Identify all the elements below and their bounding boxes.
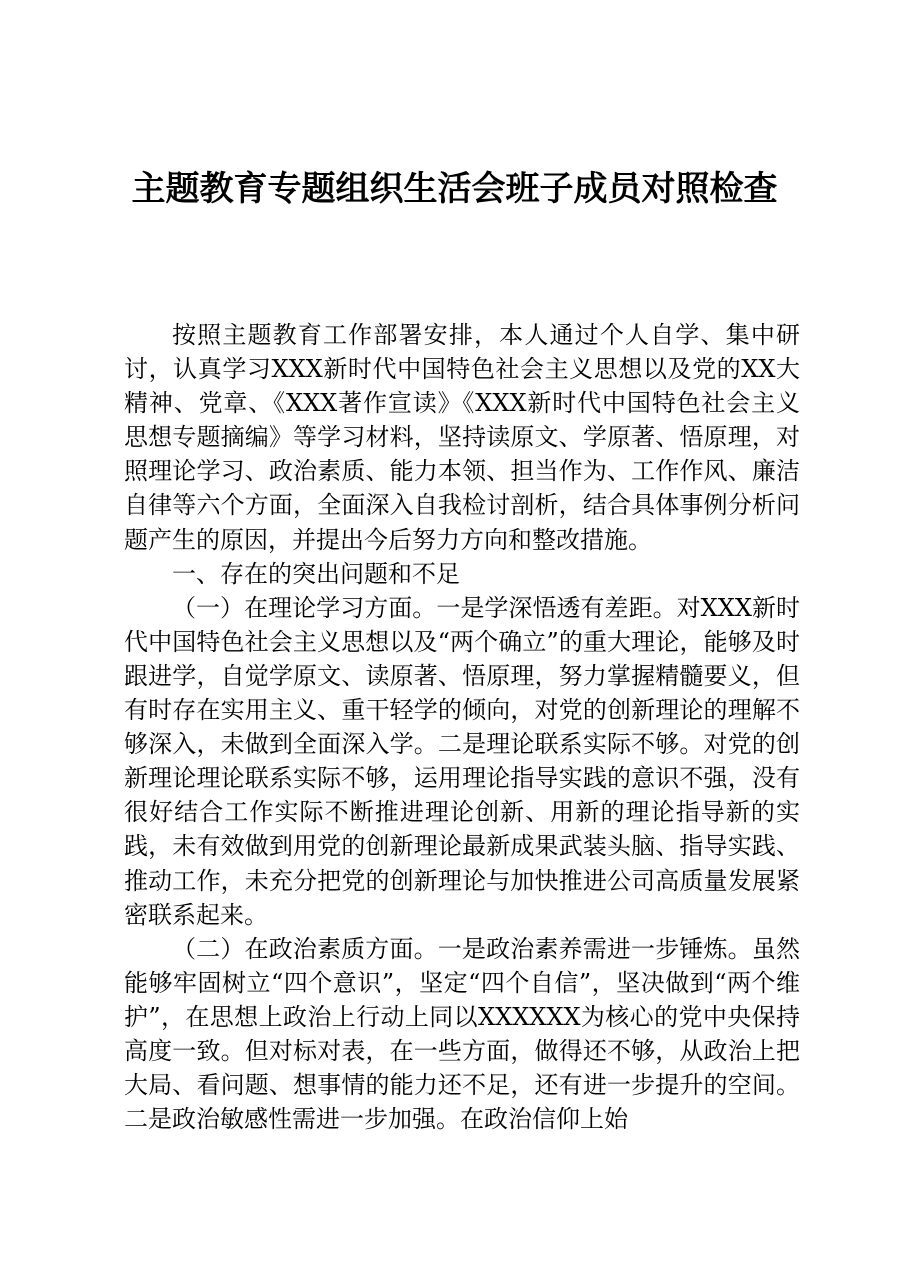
section-heading-problems: 一、存在的突出问题和不足 [172, 559, 460, 588]
paragraph-political-quality: （二）在政治素质方面。一是政治素养需进一步锤炼。虽然能够牢固树立“四个意识”，坚定“四个自信”，坚决做到“两个维护”，在思想上政治上行动上同以XXXXXX为核心的党中央保持高度一致。但对标对表，在一些方面，做得还不够，从政治上把大局、看问题、想事情的能力还不足，还有进一步提升的空间。二是政治敏感性需进一步加强。在政治信仰上始 [124, 934, 800, 1134]
paragraph-intro: 按照主题教育工作部署安排，本人通过个人自学、集中研讨，认真学习XXX新时代中国特色社会主义思想以及党的XX大精神、党章、《XXX著作宣读》《XXX新时代中国特色社会主义思想专题摘编》等学习材料，坚持读原文、学原著、悟原理，对照理论学习、政治素质、能力本领、担当作为、工作作风、廉洁自律等六个方面，全面深入自我检讨剖析，结合具体事例分析问题产生的原因，并提出今后努力方向和整改措施。 [124, 321, 800, 554]
document-title: 主题教育专题组织生活会班子成员对照检查 [131, 169, 778, 209]
paragraph-theory-study: （一）在理论学习方面。一是学深悟透有差距。对XXX新时代中国特色社会主义思想以及“两个确立”的重大理论，能够及时跟进学，自觉学原文、读原著、悟原理，努力掌握精髓要义，但有时存在实用主义、重干轻学的倾向，对党的创新理论的理解不够深入，未做到全面深入学。二是理论联系实际不够。对党的创新理论理论联系实际不够，运用理论指导实践的意识不强，没有很好结合工作实际不断推进理论创新、用新的理论指导新的实践，未有效做到用党的创新理论最新成果武装头脑、指导实践、推动工作，未充分把党的创新理论与加快推进公司高质量发展紧密联系起来。 [124, 593, 800, 929]
document-body [124, 318, 800, 1136]
